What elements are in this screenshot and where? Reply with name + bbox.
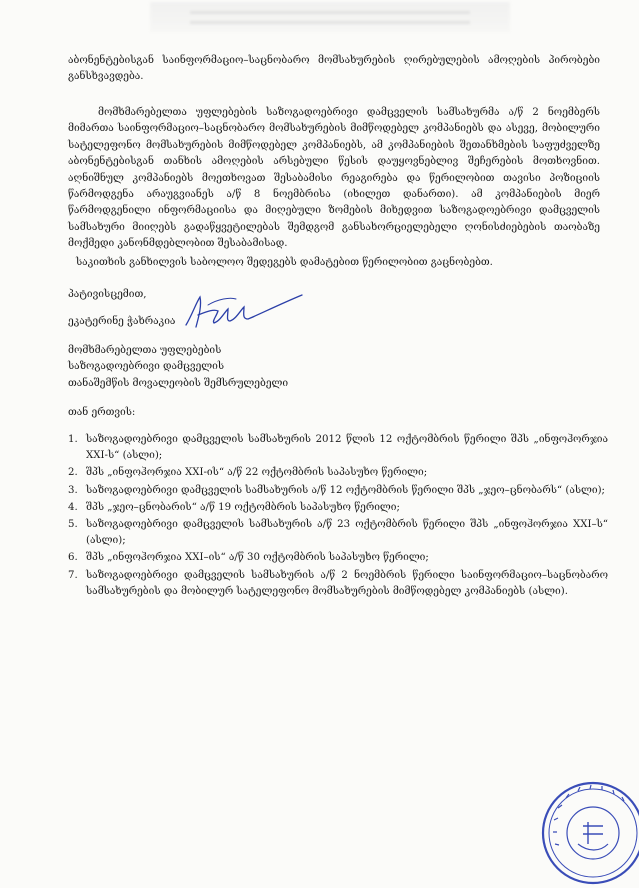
- list-item: [68, 500, 608, 516]
- list-item: [68, 550, 608, 566]
- list-item: [68, 432, 608, 464]
- list-item-text: საზოგადოებრივი დამცველის სამსახურის ა/წ 12 ოქტომბრის წერილი შპს „ჯეო–ცნობარს“ (ასლი);: [86, 484, 605, 496]
- paragraph-intro-continuation: აბონენტებისგან საინფორმაციო–საცნობარო მომსახურების ღირებულების ამოღების პირობები განსხვავდება.: [68, 55, 600, 83]
- signer-title-block: [68, 343, 600, 392]
- list-item: [68, 568, 608, 600]
- list-item-text: საზოგადოებრივი დამცველის სამსახურის ა/წ 23 ოქტომბრის წერილი შპს „ინფოჰორჯია XXI–ს“ (ასლი);: [86, 519, 608, 547]
- signer-title-line: თანაშემწის მოვალეობის შემსრულებელი: [68, 377, 289, 389]
- list-item-number: 6.: [68, 552, 78, 564]
- list-item: [68, 465, 608, 481]
- closing-salutation: პატივისცემით,: [68, 289, 147, 300]
- faint-letterhead: [150, 2, 510, 32]
- list-item-number: 2.: [68, 467, 78, 479]
- list-item-number: 1.: [68, 434, 78, 445]
- signer-name: ეკატერინე ჭახრაკია: [68, 316, 176, 327]
- enclosures-list: [68, 432, 608, 601]
- handwritten-signature: [178, 285, 308, 335]
- list-item-number: 7.: [68, 569, 78, 581]
- list-item-number: 3.: [68, 484, 78, 496]
- list-item: [68, 483, 608, 499]
- list-item-text: შპს „ინფოჰორჯია XXI–ის“ ა/წ 30 ოქტომბრის საპასუხო წერილი;: [86, 552, 429, 564]
- list-item-text: საზოგადოებრივი დამცველის სამსახურის 2012 წლის 12 ოქტომბრის წერილი შპს „ინფოჰორჯია XXI-ს“ (ასლი);: [86, 434, 608, 462]
- official-seal-stamp: [538, 778, 639, 888]
- list-item-number: 4.: [68, 501, 78, 513]
- list-item-text: შპს „ინფოჰორჯია XXI-ის“ ა/წ 22 ოქტომბრის საპასუხო წერილი;: [86, 467, 428, 479]
- list-item: [68, 517, 608, 549]
- list-item-number: 5.: [68, 519, 78, 531]
- paragraph-main-body: მომხმარებელთა უფლებების საზოგადოებრივი დამცველის სამსახურმა ა/წ 2 ნოემბერს მიმართა საინფორმაციო–საცნობარო მომსახურების მიმწოდებელ კომპანიებს და ასევე, მობილური სატელეფონო მომსახურების მიმწოდებელ კომპანიებს, ამ კომპანიების შეთანხმების საფუძველზე აბონენტებისგან თანხის ამოღების არსებული წესის დაუყოვნებლივ შეჩერების მოთხოვნით. აღნიშნულ კომპანიებს მოეთხოვათ შესაბამისი რეაგირება და წერილობით თავისი პოზიციის წარმოდგენა არაუგვიანეს ა/წ 8 ნოემბრისა (იხილეთ დანართი). ამ კომპანიების მიერ წარმოდგენილი ინფორმაციისა და მიღებული ზომების მიხედვით საზოგადოებრივი დამცველის სამსახური მიიღებს გადაწყვეტილებას შემდგომ განსახორციელებელი ღონისძიებების თაობაზე მოქმედი კანონმდებლობით შესაბამისად.: [68, 107, 600, 250]
- signer-title-line: მომხმარებელთა უფლებების: [68, 345, 222, 356]
- list-item-text: საზოგადოებრივი დამცველის სამსახურის ა/წ 2 ნოემბრის წერილი საინფორმაციო–საცნობარო სამსახურების და მობილურ სატელეფონო მომსახურების მიმწოდებელ კომპანიებს (ასლი).: [86, 569, 608, 597]
- paragraph-followup: საკითხის განხილვის საბოლოო შედეგებს დამატებით წერილობით გაცნობებთ.: [76, 257, 493, 268]
- signer-title-line: საზოგადოებრივი დამცველის: [68, 361, 225, 373]
- enclosures-label: თან ერთვის:: [68, 407, 136, 418]
- list-item-text: შპს „ჯეო–ცნობარის“ ა/წ 19 ოქტომბრის საპასუხო წერილი;: [86, 501, 400, 513]
